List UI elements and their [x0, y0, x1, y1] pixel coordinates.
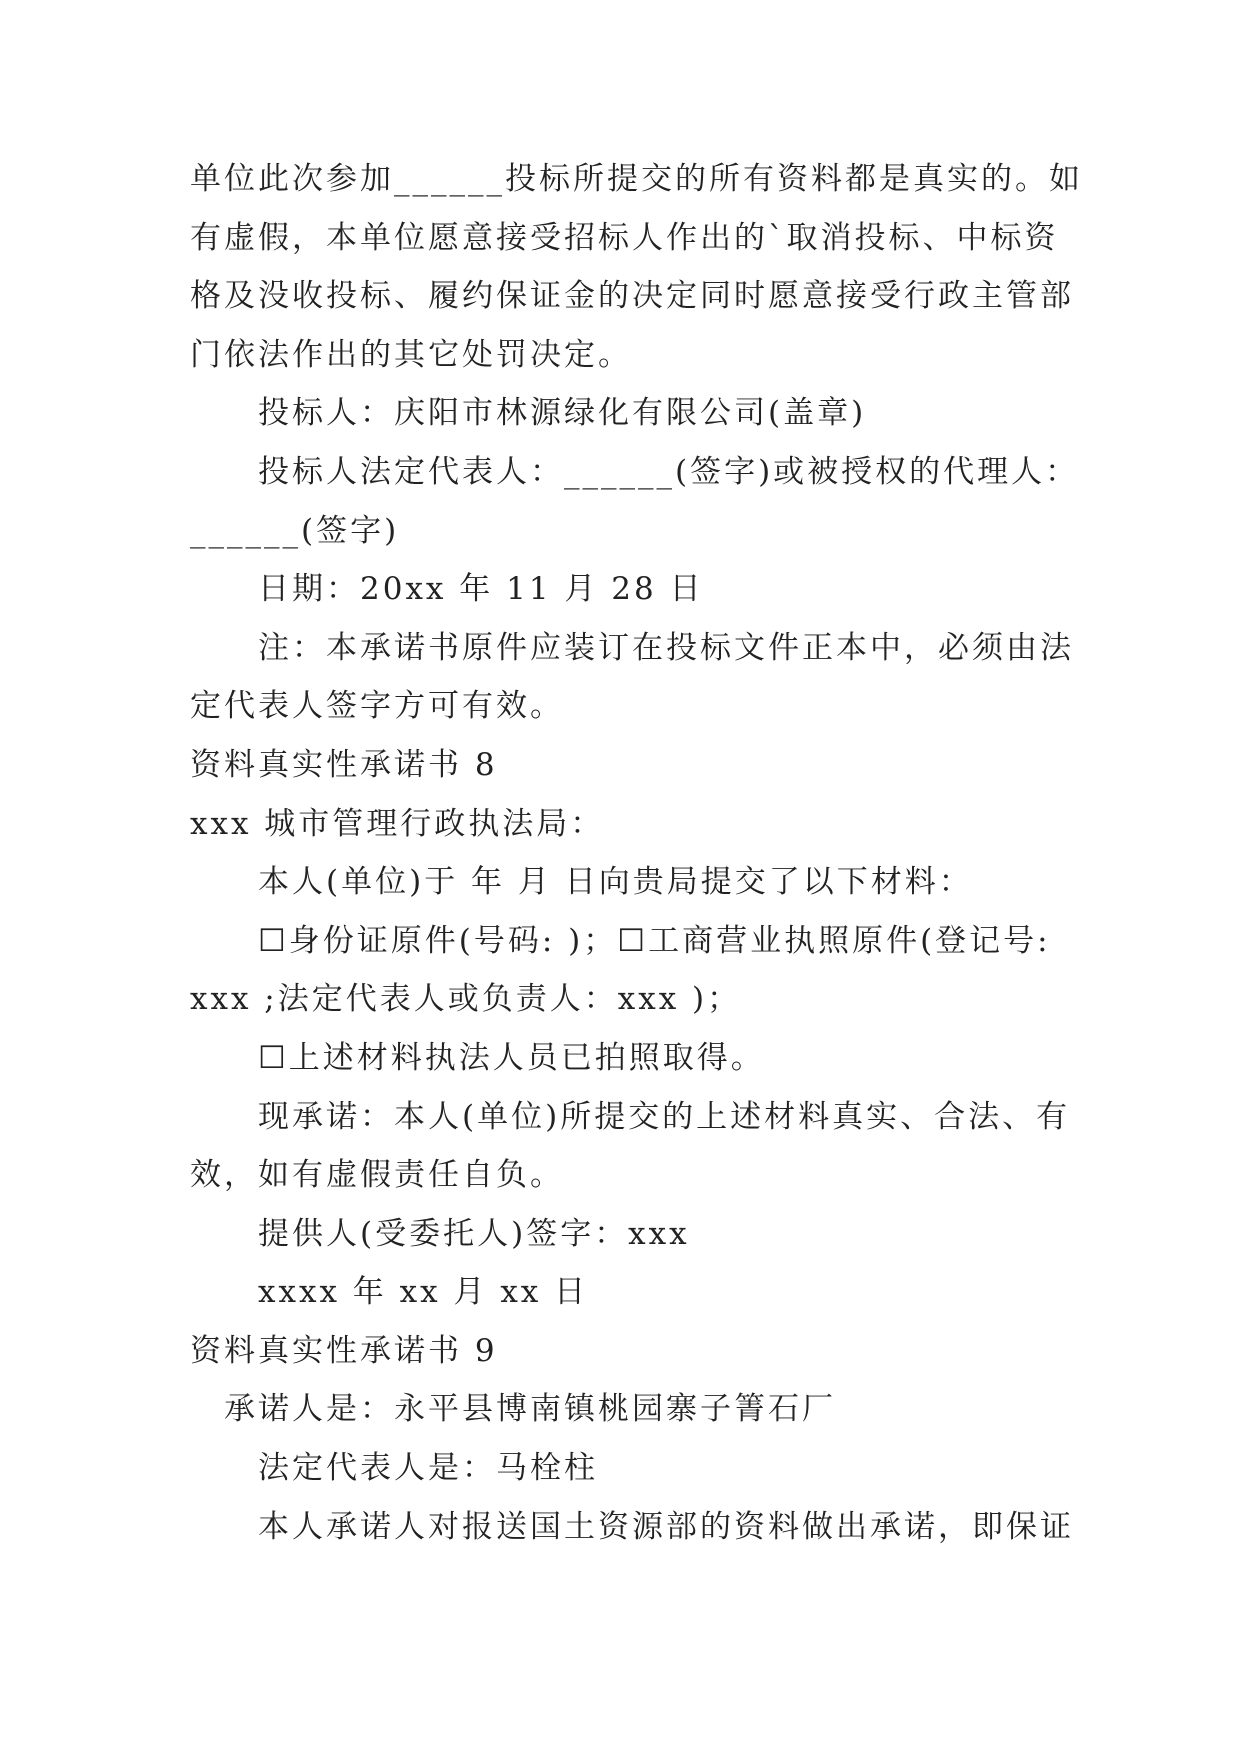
section-heading: 资料真实性承诺书 8 — [190, 746, 498, 783]
date-line: xxxx 年 xx 月 xx 日 — [258, 1274, 589, 1311]
paragraph-line: 门依法作出的其它处罚决定。 — [190, 336, 632, 373]
paragraph-line: 本人承诺人对报送国土资源部的资料做出承诺，即保证 — [258, 1508, 1074, 1545]
note-line: 注：本承诺书原件应装订在投标文件正本中，必须由法 — [258, 629, 1074, 666]
checkbox-line: ☐上述材料执法人员已拍照取得。 — [258, 1039, 765, 1076]
date-line: 日期：20xx 年 11 月 28 日 — [258, 571, 704, 608]
note-line: 定代表人签字方可有效。 — [190, 688, 564, 725]
commitment-line: 效，如有虚假责任自负。 — [190, 1157, 564, 1194]
paragraph-line: 单位此次参加______投标所提交的所有资料都是真实的。如 — [190, 161, 1083, 197]
checkbox-line: ☐身份证原件(号码: )；☐工商营业执照原件(登记号: — [258, 922, 1051, 959]
document-body — [190, 150, 1083, 1556]
signer-line: 提供人(受委托人)签字：xxx — [258, 1215, 690, 1252]
commitment-line: 现承诺：本人(单位)所提交的上述材料真实、合法、有 — [258, 1098, 1071, 1135]
paragraph-line: 本人(单位)于 年 月 日向贵局提交了以下材料： — [258, 864, 973, 901]
paragraph-line: 有虚假，本单位愿意接受招标人作出的`取消投标、中标资 — [190, 219, 1059, 256]
paragraph-line: xxx ;法定代表人或负责人：xxx )； — [190, 981, 742, 1018]
section-heading: 资料真实性承诺书 9 — [190, 1332, 498, 1369]
legal-representative-line: 投标人法定代表人：______(签字)或被授权的代理人： — [258, 453, 1080, 490]
promisor-line: 承诺人是：永平县博南镇桃园寨子箐石厂 — [224, 1391, 836, 1428]
signature-line: ______(签字) — [190, 512, 400, 549]
paragraph-line: 格及没收投标、履约保证金的决定同时愿意接受行政主管部 — [190, 278, 1074, 315]
bidder-line: 投标人：庆阳市林源绿化有限公司(盖章) — [258, 395, 867, 432]
addressee-line: xxx 城市管理行政执法局： — [190, 805, 605, 842]
legal-representative-line: 法定代表人是：马栓柱 — [258, 1450, 598, 1487]
